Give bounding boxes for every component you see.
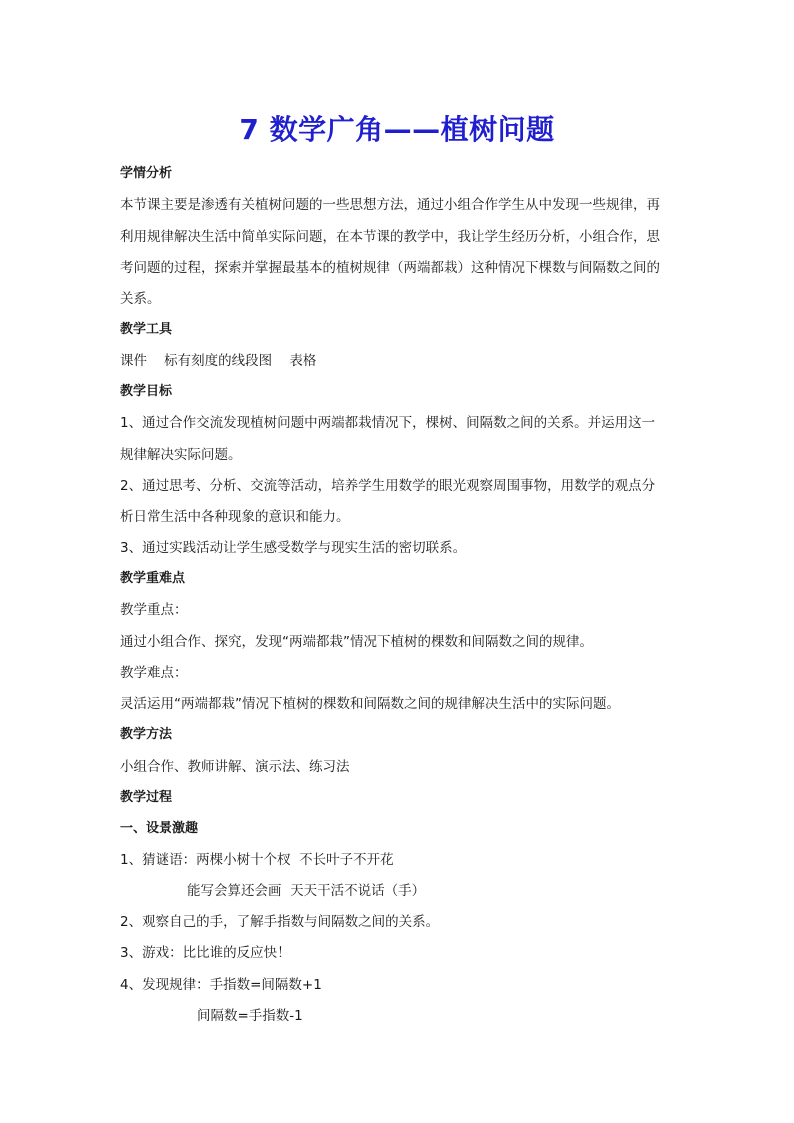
goal-line: 2、通过思考、分析、交流等活动，培养学生用数学的眼光观察周围事物，用数学的观点分 — [120, 478, 656, 494]
process-line: 1、猜谜语：两棵小树十个杈 不长叶子不开花 — [120, 852, 394, 868]
analysis-line: 利用规律解决生活中简单实际问题，在本节课的教学中，我让学生经历分析，小组合作，思 — [120, 229, 660, 245]
method-heading: 教学方法 — [120, 727, 173, 742]
tools-heading: 教学工具 — [120, 322, 173, 337]
analysis-line: 本节课主要是渗透有关植树问题的一些思想方法，通过小组合作学生从中发现一些规律，再 — [120, 197, 660, 213]
goals-heading: 教学目标 — [120, 384, 173, 399]
page-title: 7 数学广角——植树问题 — [239, 113, 555, 146]
process-line: 2、观察自己的手，了解手指数与间隔数之间的关系。 — [120, 914, 440, 930]
difficulty-text: 灵活运用“两端都栽”情况下植树的棵数和间隔数之间的规律解决生活中的实际问题。 — [120, 696, 620, 712]
process-subheading: 一、设景激趣 — [120, 821, 199, 836]
analysis-heading: 学情分析 — [120, 166, 173, 181]
key-point-text: 通过小组合作、探究，发现“两端都栽”情况下植树的棵数和间隔数之间的规律。 — [120, 634, 593, 650]
process-line: 3、游戏：比比谁的反应快！ — [120, 945, 291, 961]
difficulty-label: 教学难点： — [120, 665, 188, 681]
process-heading: 教学过程 — [120, 790, 173, 805]
process-line: 能写会算还会画 天天干活不说话（手） — [187, 883, 426, 899]
goal-line: 1、通过合作交流发现植树问题中两端都栽情况下，棵树、间隔数之间的关系。并运用这一 — [120, 415, 656, 431]
process-line: 4、发现规律：手指数=间隔数+1 — [120, 977, 322, 993]
key-point-label: 教学重点： — [120, 602, 188, 618]
key-heading: 教学重难点 — [120, 571, 186, 586]
process-line: 间隔数=手指数-1 — [197, 1008, 303, 1024]
tools-line: 课件 标有刻度的线段图 表格 — [120, 353, 317, 369]
method-line: 小组合作、教师讲解、演示法、练习法 — [120, 759, 350, 775]
analysis-line: 考问题的过程，探索并掌握最基本的植树规律（两端都栽）这种情况下棵数与间隔数之间的 — [120, 260, 660, 276]
goal-line: 析日常生活中各种现象的意识和能力。 — [120, 509, 350, 525]
goal-line: 3、通过实践活动让学生感受数学与现实生活的密切联系。 — [120, 540, 467, 556]
goal-line: 规律解决实际问题。 — [120, 447, 242, 463]
analysis-line: 关系。 — [120, 291, 161, 307]
